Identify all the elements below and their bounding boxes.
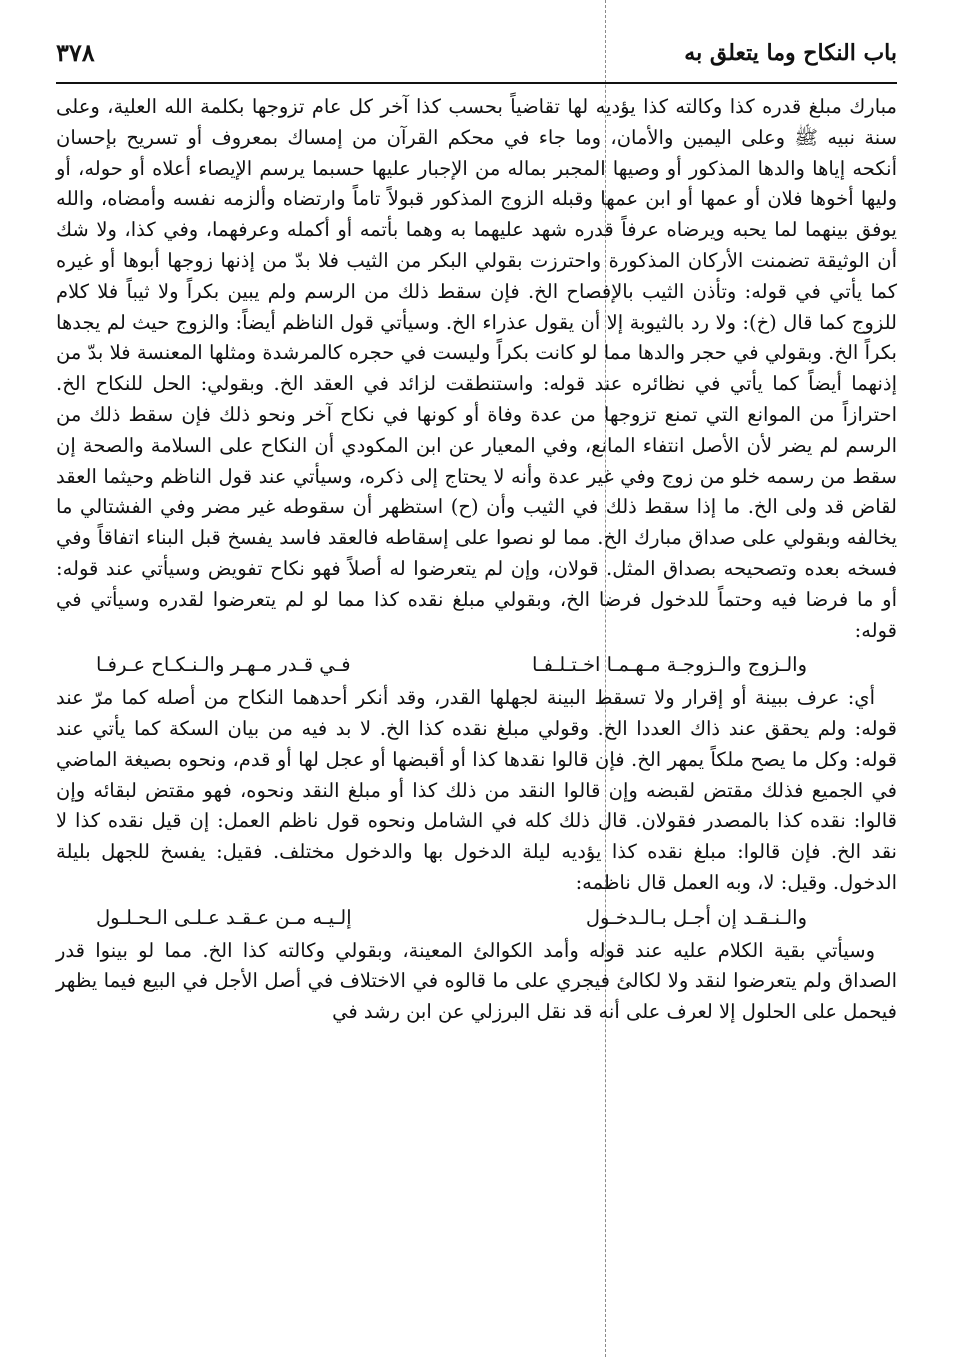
paragraph: أي: عرف ببينة أو إقرار ولا تسقط البينة لجهلها القدر، وقد أنكر أحدهما النكاح من أصله كما مرّ عند قوله: ولم يحقق عند ذاك العددا الخ. وقولي مبلغ نقده كذا الخ. لا بد فيه من بيان السكة كما يأتي عند قوله: وكل ما يصح ملكاً يمهر الخ. فإن قالوا نقدها كذا أو أقبضها أو عجل لها أو قدم، ونحوه بصيغة الماضي في الجميع فذلك مقتض لقبضه وإن قالوا النقد من ذلك كذا أو مبلغ النقد ونحوه، فهو مقتض لبقائه وإن قالوا: نقده كذا بالمصدر فقولان. قال ذلك كله في الشامل ونحوه قول ناظم العمل: إن قيل نقده كذا لا نقد الخ. فإن قالوا: مبلغ نقده كذا يؤديه ليلة الدخول بها والدخول مختلف. فقيل: يفسخ للجهل بليلة الدخول. وقيل: لا، وبه العمل قال ناظمه: (56, 686, 897, 894)
verse-second-hemistich: إلـيـه مـن عـقـد عـلـى الـحـلـول (96, 905, 352, 929)
verse-line (56, 903, 897, 934)
header-rule (56, 82, 897, 84)
paragraph: مبارك مبلغ قدره كذا وكالته كذا يؤديه لها تقاضياً بحسب كذا آخر كل عام تزوجها بكلمة الله العلية، وعلى سنة نبيه ﷺ وعلى اليمين والأمان، وما جاء في محكم القرآن من إمساك بمعروف أو تسريح بإحسان أنكحه إياها والدها المذكور أو وصيها المجبر بماله من الإجبار عليها حسبما يرسم الإيصاء أعلاه أو حوله، أو وليها أخوها فلان أو عمها أو ابن عمها وقبله الزوج المذكور قبولاً تاماً وارتضاه وألزمه نفسه وأمضاه، والله يوفق بينهما لما يحبه ويرضاه عرفاً قدره شهد عليهما به وهما بأتمه أو أكمله وعرفهما، وفي كذا، ولا شك أن الوثيقة تضمنت الأركان المذكورة واحترزت بقولي البكر من الثيب فلا بدّ من إذنها زوجها أبوها أو غيره كما يأتي في قوله: وتأذن الثيب بالإفصاح الخ. فإن سقط ذلك من الرسم ولم يبين بكراً ولا ثيباً فلا كلام للزوج كما قال (خ): ولا رد بالثيوبة إلا أن يقول عذراء الخ. وسيأتي قول الناظم أيضاً: والزوج حيث لم يجدها بكراً الخ. وبقولي في حجر والدها مما لو كانت بكراً وليست في حجره كالمرشدة ومثلها المعنسة فلا بدّ من إذنهما أيضاً كما يأتي في نظائره عند قوله: واستنطقت لزائد في العقد الخ. وبقولي: الحل للنكاح الخ. احترازاً من الموانع التي تمنع تزوجها من عدة وفاة أو كونها في نكاح آخر ونحو ذلك فإن سقط ذلك من الرسم لم يضر لأن الأصل انتفاء المانع، وفي المعيار عن ابن المكودي أن النكاح على السلامة والصحة إن سقط من رسمه خلو من زوج وفي غير عدة وأنه لا يحتاج إلى ذكره، وسيأتي عند قول الناظم وحيثما العقد لقاض قد ولى الخ. ما إذا سقط ذلك في الثيب وأن (ح) استظهر أن سقوطه غير مضر وفي الفشتالي ما يخالفه وبقولي على صداق مبارك الخ. مما لو نصوا على إسقاطه فالعقد فاسد يفسخ قبل البناء اتفاقاً وفي فسخه بعده وتصحيحه بصداق المثل. قولان، وإن لم يتعرضوا له أصلاً فهو نكاح تفويض وسيأتي عند قوله: أو ما فرضا فيه وحتماً للدخول فرضا الخ، وبقولي مبلغ نقده كذا مما لو لم يتعرضوا لقدره وسيأتي في قوله: (56, 95, 897, 642)
paragraph: وسيأتي بقية الكلام عليه عند قوله وأمد الكوالئ المعينة، وبقولي وكالته كذا الخ. مما لو بينوا قدر الصداق ولم يتعرضوا لنقد ولا لكالئ فيجري على ما قالوه في الاختلاف في أصل الأجل في البيع فيما يظهر فيحمل على الحلول إلا لعرف على أنه قد نقل البرزلي عن ابن رشد في (56, 938, 897, 1024)
verse-first-hemistich: والـزوج والـزوجـة مـهـمـا اخـتـلـفـا (532, 653, 807, 677)
page-header (56, 36, 897, 72)
running-title: باب النكاح وما يتعلق به (684, 40, 897, 66)
verse-first-hemistich: والـنـقـد إن أجـل بـالـدخـول (585, 905, 807, 929)
verse-second-hemistich: فـي قـدر مـهـر والـنـكـاح عـرفـا (96, 653, 351, 677)
page-number: ٣٧٨ (56, 38, 95, 67)
body-text (56, 92, 897, 1028)
verse-line (56, 650, 897, 681)
